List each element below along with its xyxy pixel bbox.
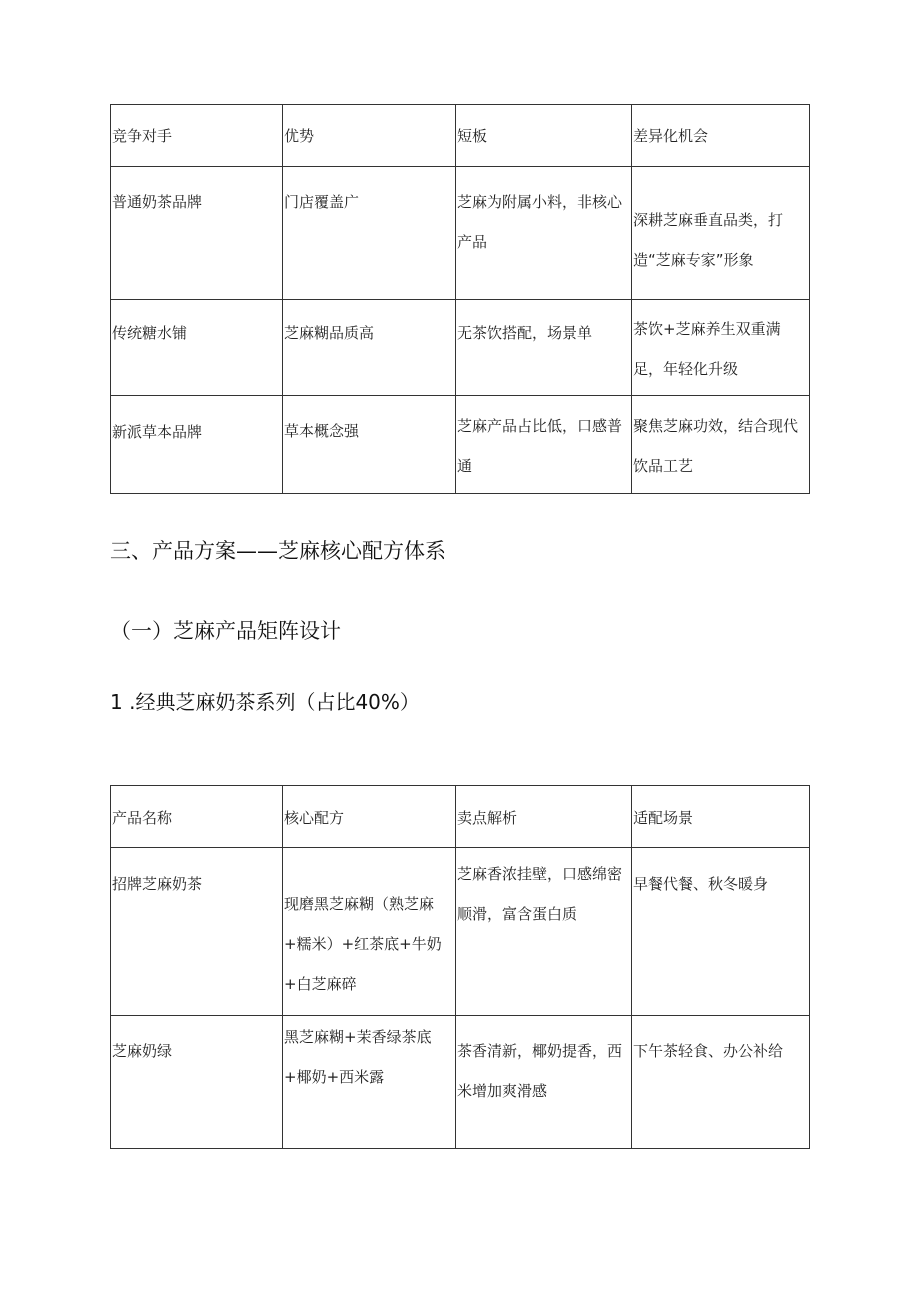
header-cell: 产品名称 <box>112 809 173 827</box>
header-cell: 适配场景 <box>633 809 694 827</box>
table-header-row <box>111 786 810 848</box>
header-cell: 竞争对手 <box>112 127 173 145</box>
table-cell: 草本概念强 <box>284 422 360 440</box>
section-heading: 三、产品方案——芝麻核心配方体系 <box>110 539 446 563</box>
item-heading: 1 .经典芝麻奶茶系列（占比40%） <box>110 690 420 714</box>
table-cell: 招牌芝麻奶茶 <box>112 875 203 893</box>
header-cell: 核心配方 <box>284 809 345 827</box>
competitor-table <box>110 104 810 494</box>
table-cell: 芝麻为附属小料，非核心产品 <box>457 193 623 251</box>
header-cell: 优势 <box>284 127 315 145</box>
header-cell: 短板 <box>457 127 488 145</box>
table-row <box>111 167 810 300</box>
subsection-heading: （一）芝麻产品矩阵设计 <box>110 619 341 643</box>
table-cell: 新派草本品牌 <box>112 423 203 441</box>
table-cell: 现磨黑芝麻糊（熟芝麻+糯米）+红茶底+牛奶+白芝麻碎 <box>284 895 442 993</box>
table-cell: 下午茶轻食、办公补给 <box>633 1042 784 1060</box>
table-cell: 无茶饮搭配，场景单 <box>457 324 593 342</box>
table-cell: 普通奶茶品牌 <box>112 193 203 211</box>
header-cell: 卖点解析 <box>457 809 518 827</box>
table-cell: 聚焦芝麻功效，结合现代饮品工艺 <box>633 417 799 475</box>
table-row <box>111 396 810 494</box>
table-cell: 茶饮+芝麻养生双重满足，年轻化升级 <box>633 320 781 378</box>
table-cell: 黑芝麻糊+茉香绿茶底+椰奶+西米露 <box>284 1028 432 1086</box>
table-cell: 传统糖水铺 <box>112 324 188 342</box>
product-table <box>110 785 810 1149</box>
table-row <box>111 848 810 1016</box>
table-cell: 芝麻糊品质高 <box>284 324 375 342</box>
table-cell: 门店覆盖广 <box>284 193 360 211</box>
table-cell: 芝麻香浓挂壁，口感绵密顺滑，富含蛋白质 <box>457 865 623 923</box>
table-cell: 芝麻产品占比低，口感普通 <box>457 417 623 475</box>
table-header-row <box>111 105 810 167</box>
table-cell: 芝麻奶绿 <box>112 1042 173 1060</box>
table-cell: 深耕芝麻垂直品类，打造“芝麻专家”形象 <box>633 211 784 269</box>
table-row <box>111 300 810 396</box>
table-row <box>111 1016 810 1149</box>
header-cell: 差异化机会 <box>633 127 709 145</box>
table-cell: 早餐代餐、秋冬暖身 <box>633 875 769 893</box>
table-cell: 茶香清新，椰奶提香，西米增加爽滑感 <box>457 1042 623 1100</box>
